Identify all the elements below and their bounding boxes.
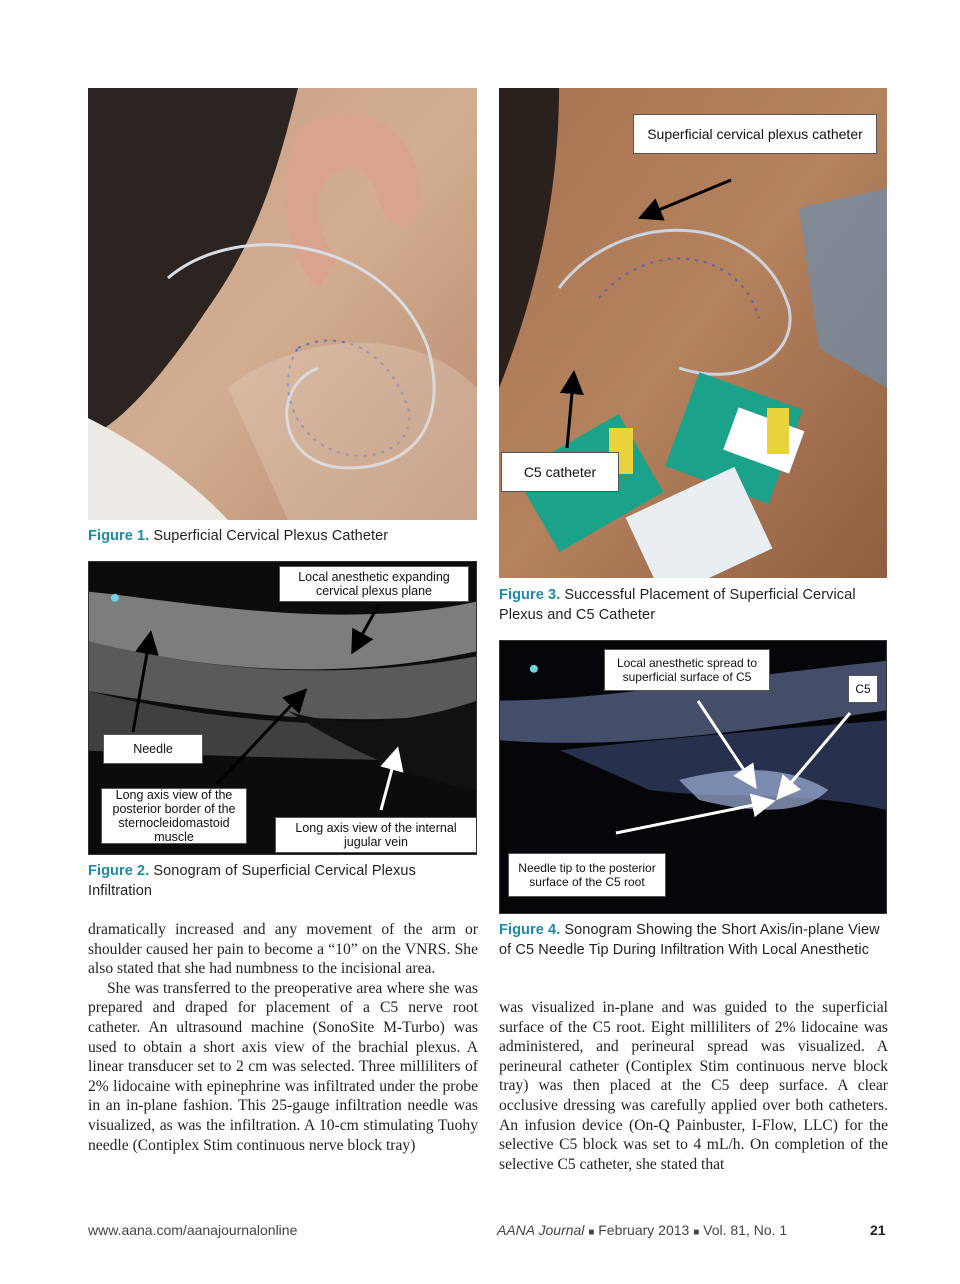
- left-paragraph-1: dramatically increased and any movement of the arm or shoulder caused her pain to become a “10” on the VNRS. She also stated that she had numbness to the incisional area.: [88, 921, 478, 978]
- footer-date: February 2013: [598, 1222, 690, 1238]
- figure-2-label-ijv: Long axis view of the internal jugular vein: [275, 817, 477, 853]
- figure-4-label-spread: Local anesthetic spread to superficial surface of C5: [604, 649, 770, 691]
- figure-4-title: Sonogram Showing the Short Axis/in-plane View of C5 Needle Tip During Infiltration With Local Anesthetic: [499, 922, 880, 958]
- figure-1-number: Figure 1.: [88, 528, 150, 544]
- footer-separator-1: ■: [588, 1227, 595, 1238]
- figure-3-photo: [499, 88, 887, 578]
- figure-4-arrows: [500, 641, 887, 914]
- figure-4-number: Figure 4.: [499, 922, 561, 938]
- figure-2-arrows: [89, 562, 477, 855]
- figure-1-title: Superficial Cervical Plexus Catheter: [153, 528, 389, 544]
- figure-2-number: Figure 2.: [88, 863, 150, 879]
- figure-4-sonogram: [499, 640, 887, 914]
- figure-3-caption: [499, 585, 889, 625]
- figure-2-title: Sonogram of Superficial Cervical Plexus Infiltration: [88, 863, 416, 899]
- figure-2-label-needle: Needle: [103, 734, 203, 764]
- figure-4-label-needle-tip: Needle tip to the posterior surface of the C5 root: [508, 853, 666, 897]
- figure-3-title: Successful Placement of Superficial Cervical Plexus and C5 Catheter: [499, 587, 856, 623]
- figure-1-photo: [88, 88, 477, 520]
- figure-2-label-scm: Long axis view of the posterior border of the sternocleidomastoid muscle: [101, 788, 247, 844]
- footer-volume: Vol. 81, No. 1: [703, 1222, 788, 1238]
- right-paragraph-1: was visualized in-plane and was guided to the superficial surface of the C5 root. Eight milliliters of 2% lidocaine was administered, and perineural spread was visualized. A perineural catheter (Contiplex Stim continuous nerve block tray) was then placed at the C5 deep surface. A clear occlusive dressing was carefully applied over both catheters. An infusion device (On-Q Painbuster, I-Flow, LLC) for the selective C5 block was set to 4 mL/h. On completion of the selective C5 catheter, she stated that: [499, 999, 888, 1173]
- left-paragraph-2: She was transferred to the preoperative area where she was prepared and draped for placement of a C5 nerve root catheter. An ultrasound machine (SonoSite M-Turbo) was used to obtain a short axis view of the brachial plexus. A linear transducer set to 2 cm was selected. Three milliliters of 2% lidocaine with epinephrine was infiltrated under the probe in an in-plane fashion. This 25-gauge infiltration needle was visualized, as was the infiltration. A 10-cm stimulating Tuohy needle (Contiplex Stim continuous nerve block tray): [88, 979, 478, 1154]
- figure-2-caption: [88, 861, 478, 901]
- right-column-text: [499, 998, 888, 1174]
- figure-4-label-c5: C5: [848, 675, 878, 703]
- figure-1-caption: [88, 526, 478, 546]
- left-column-text: [88, 920, 478, 1155]
- figure-4-caption: [499, 920, 889, 960]
- figure-3-label-scp-catheter: Superficial cervical plexus catheter: [633, 114, 877, 154]
- footer-url: www.aana.com/aanajournalonline: [88, 1222, 298, 1238]
- page-number: 21: [870, 1222, 886, 1238]
- figure-2-sonogram: [88, 561, 477, 855]
- figure-3-number: Figure 3.: [499, 587, 561, 603]
- footer-separator-2: ■: [693, 1227, 700, 1238]
- footer-journal-name: AANA Journal: [497, 1222, 585, 1238]
- figure-3-arrows: [499, 88, 887, 578]
- figure-3-label-c5-catheter: C5 catheter: [501, 452, 619, 492]
- figure-2-label-local-anesthetic: Local anesthetic expanding cervical plexus plane: [279, 566, 469, 602]
- footer-journal-info: [497, 1222, 787, 1238]
